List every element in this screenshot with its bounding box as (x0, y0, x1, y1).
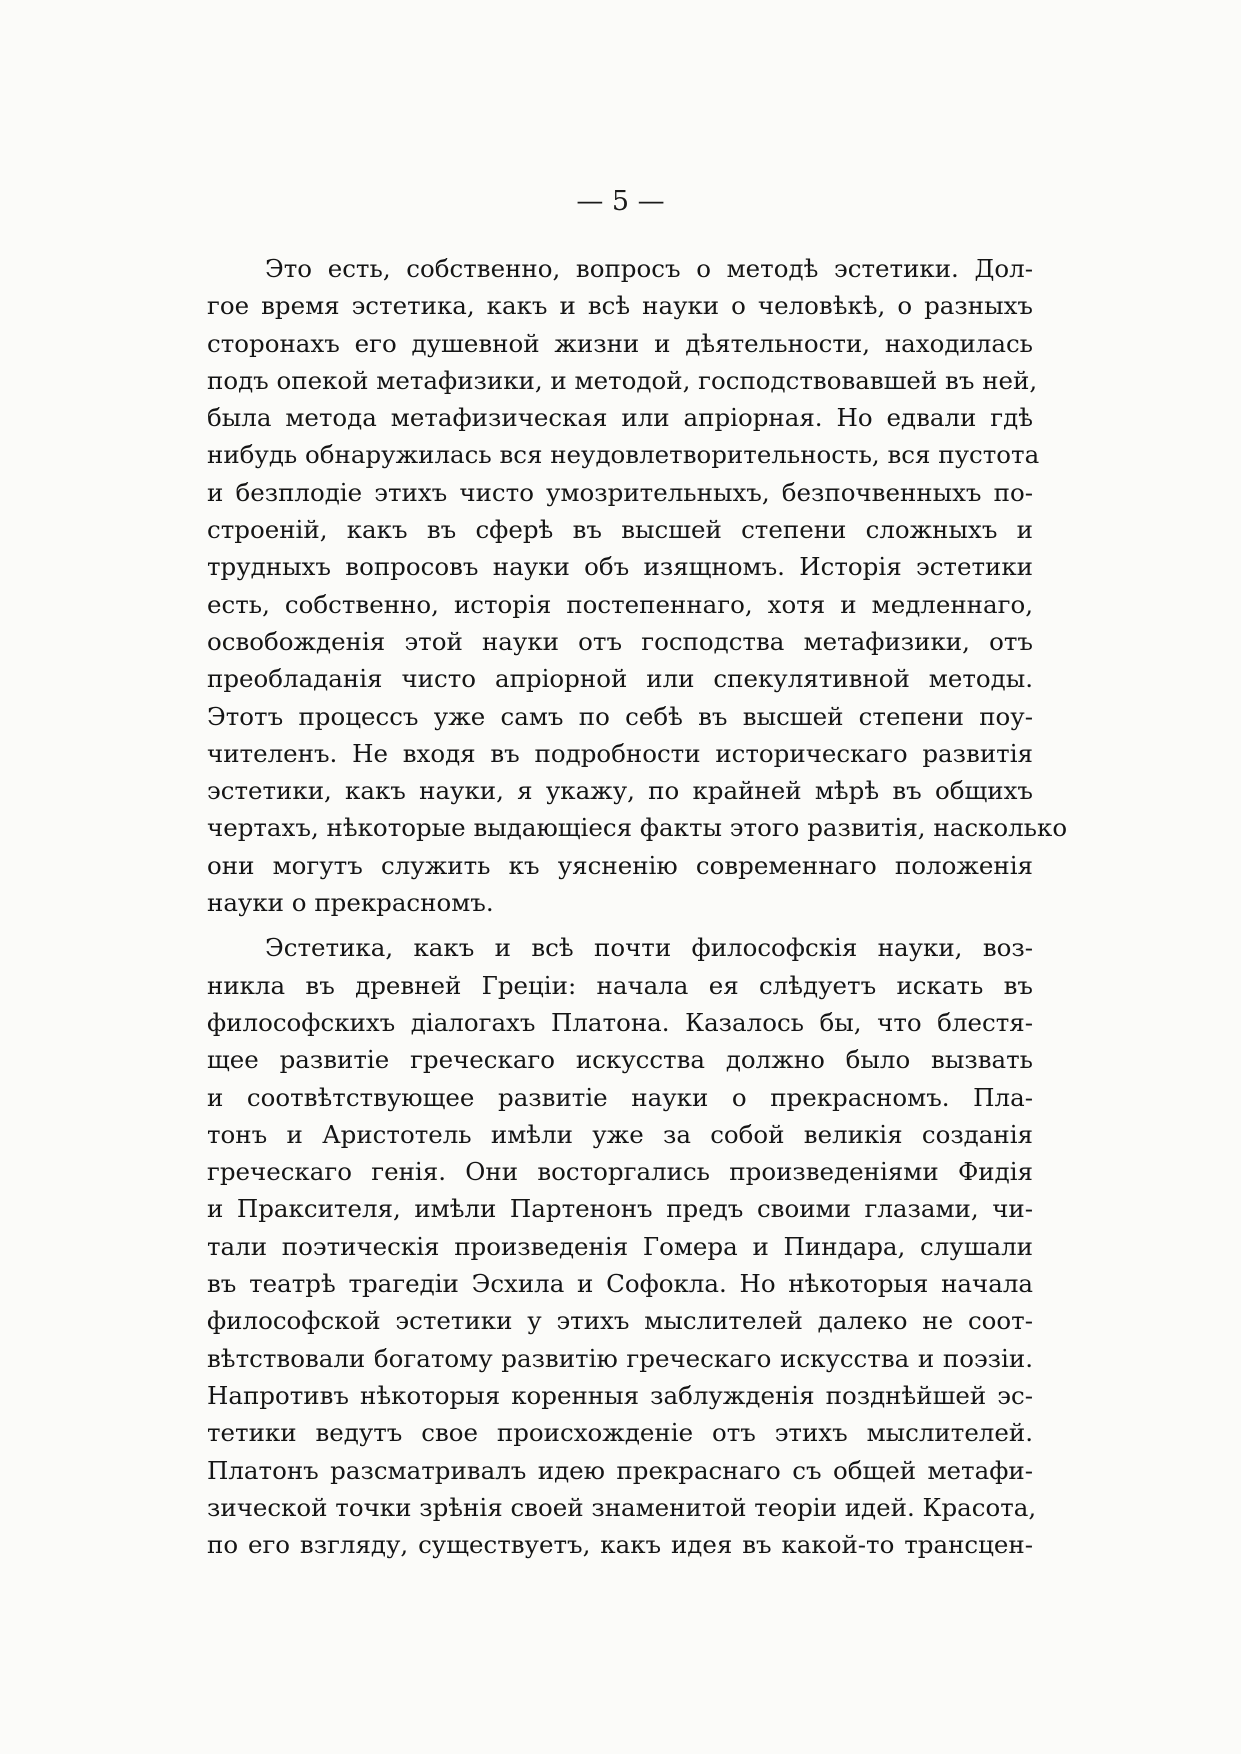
body-text (207, 250, 1068, 1563)
text-line: зической точки зрѣнія своей знаменитой теоріи идей. Красота, (207, 1492, 1037, 1522)
text-line: Эстетика, какъ и всѣ почти философскія науки, воз- (265, 933, 1033, 963)
paragraph-gap (207, 921, 1033, 929)
text-line: Это есть, собственно, вопросъ о методѣ эстетики. Дол- (265, 254, 1033, 283)
text-line: щее развитіе греческаго искусства должно было вызвать (207, 1045, 1033, 1075)
text-line: тали поэтическія произведенія Гомера и Пиндара, слушали (207, 1231, 1033, 1261)
text-line: въ театрѣ трагедіи Эсхила и Софокла. Но нѣкоторыя начала (207, 1269, 1033, 1299)
text-line: трудныхъ вопросовъ науки объ изящномъ. Исторія эстетики (207, 552, 1033, 582)
text-line: была метода метафизическая или апріорная. Но едвали гдѣ (207, 403, 1033, 433)
text-line: подъ опекой метафизики, и методой, господствовавшей въ ней, (207, 365, 1038, 395)
text-line: и Праксителя, имѣли Партенонъ предъ своими глазами, чи- (207, 1194, 1033, 1224)
text-line: вѣтствовали богатому развитію греческаго искусства и поэзіи. (207, 1343, 1033, 1373)
text-line: по его взгляду, существуетъ, какъ идея въ какой-то трансцен- (207, 1530, 1033, 1560)
text-line: нибудь обнаружилась вся неудовлетворительность, вся пустота (207, 440, 1040, 470)
text-line: строеній, какъ въ сферѣ въ высшей степени сложныхъ и (207, 515, 1033, 545)
text-line: Этотъ процессъ уже самъ по себѣ въ высшей степени поу- (207, 701, 1033, 731)
text-line: чертахъ, нѣкоторые выдающіеся факты этого развитія, насколько (207, 813, 1068, 843)
text-line: философской эстетики у этихъ мыслителей далеко не соот- (207, 1306, 1033, 1336)
text-line: сторонахъ его душевной жизни и дѣятельности, находилась (207, 328, 1033, 358)
text-line: есть, собственно, исторія постепеннаго, хотя и медленнаго, (207, 589, 1033, 619)
paragraph-1 (207, 250, 1068, 921)
page-number: — 5 — (576, 186, 665, 217)
text-line: преобладанія чисто апріорной или спекулятивной методы. (207, 664, 1033, 694)
text-line: и соотвѣтствующее развитіе науки о прекрасномъ. Пла- (207, 1082, 1033, 1112)
text-line: они могутъ служить къ уясненію современнаго положенія (207, 850, 1033, 880)
text-line: чителенъ. Не входя въ подробности историческаго развитія (207, 738, 1033, 768)
text-line: тетики ведутъ свое происхожденіе отъ этихъ мыслителей. (207, 1418, 1033, 1448)
text-line: философскихъ діалогахъ Платона. Казалось бы, что блестя- (207, 1007, 1033, 1037)
text-line: никла въ древней Греціи: начала ея слѣдуетъ искать въ (207, 970, 1033, 1000)
text-line: гое время эстетика, какъ и всѣ науки о человѣкѣ, о разныхъ (207, 291, 1033, 321)
text-line: науки о прекрасномъ. (207, 888, 494, 918)
paragraph-2 (207, 929, 1037, 1563)
text-line: греческаго генія. Они восторгались произведеніями Фидія (207, 1157, 1033, 1187)
text-line: и безплодіе этихъ чисто умозрительныхъ, безпочвенныхъ по- (207, 477, 1033, 507)
text-line: Платонъ разсматривалъ идею прекраснаго съ общей метафи- (207, 1455, 1033, 1485)
text-line: тонъ и Аристотель имѣли уже за собой великія созданія (207, 1119, 1033, 1149)
text-line: Напротивъ нѣкоторыя коренныя заблужденія позднѣйшей эс- (207, 1380, 1033, 1410)
text-line: освобожденія этой науки отъ господства метафизики, отъ (207, 626, 1033, 656)
text-line: эстетики, какъ науки, я укажу, по крайней мѣрѣ въ общихъ (207, 776, 1033, 806)
